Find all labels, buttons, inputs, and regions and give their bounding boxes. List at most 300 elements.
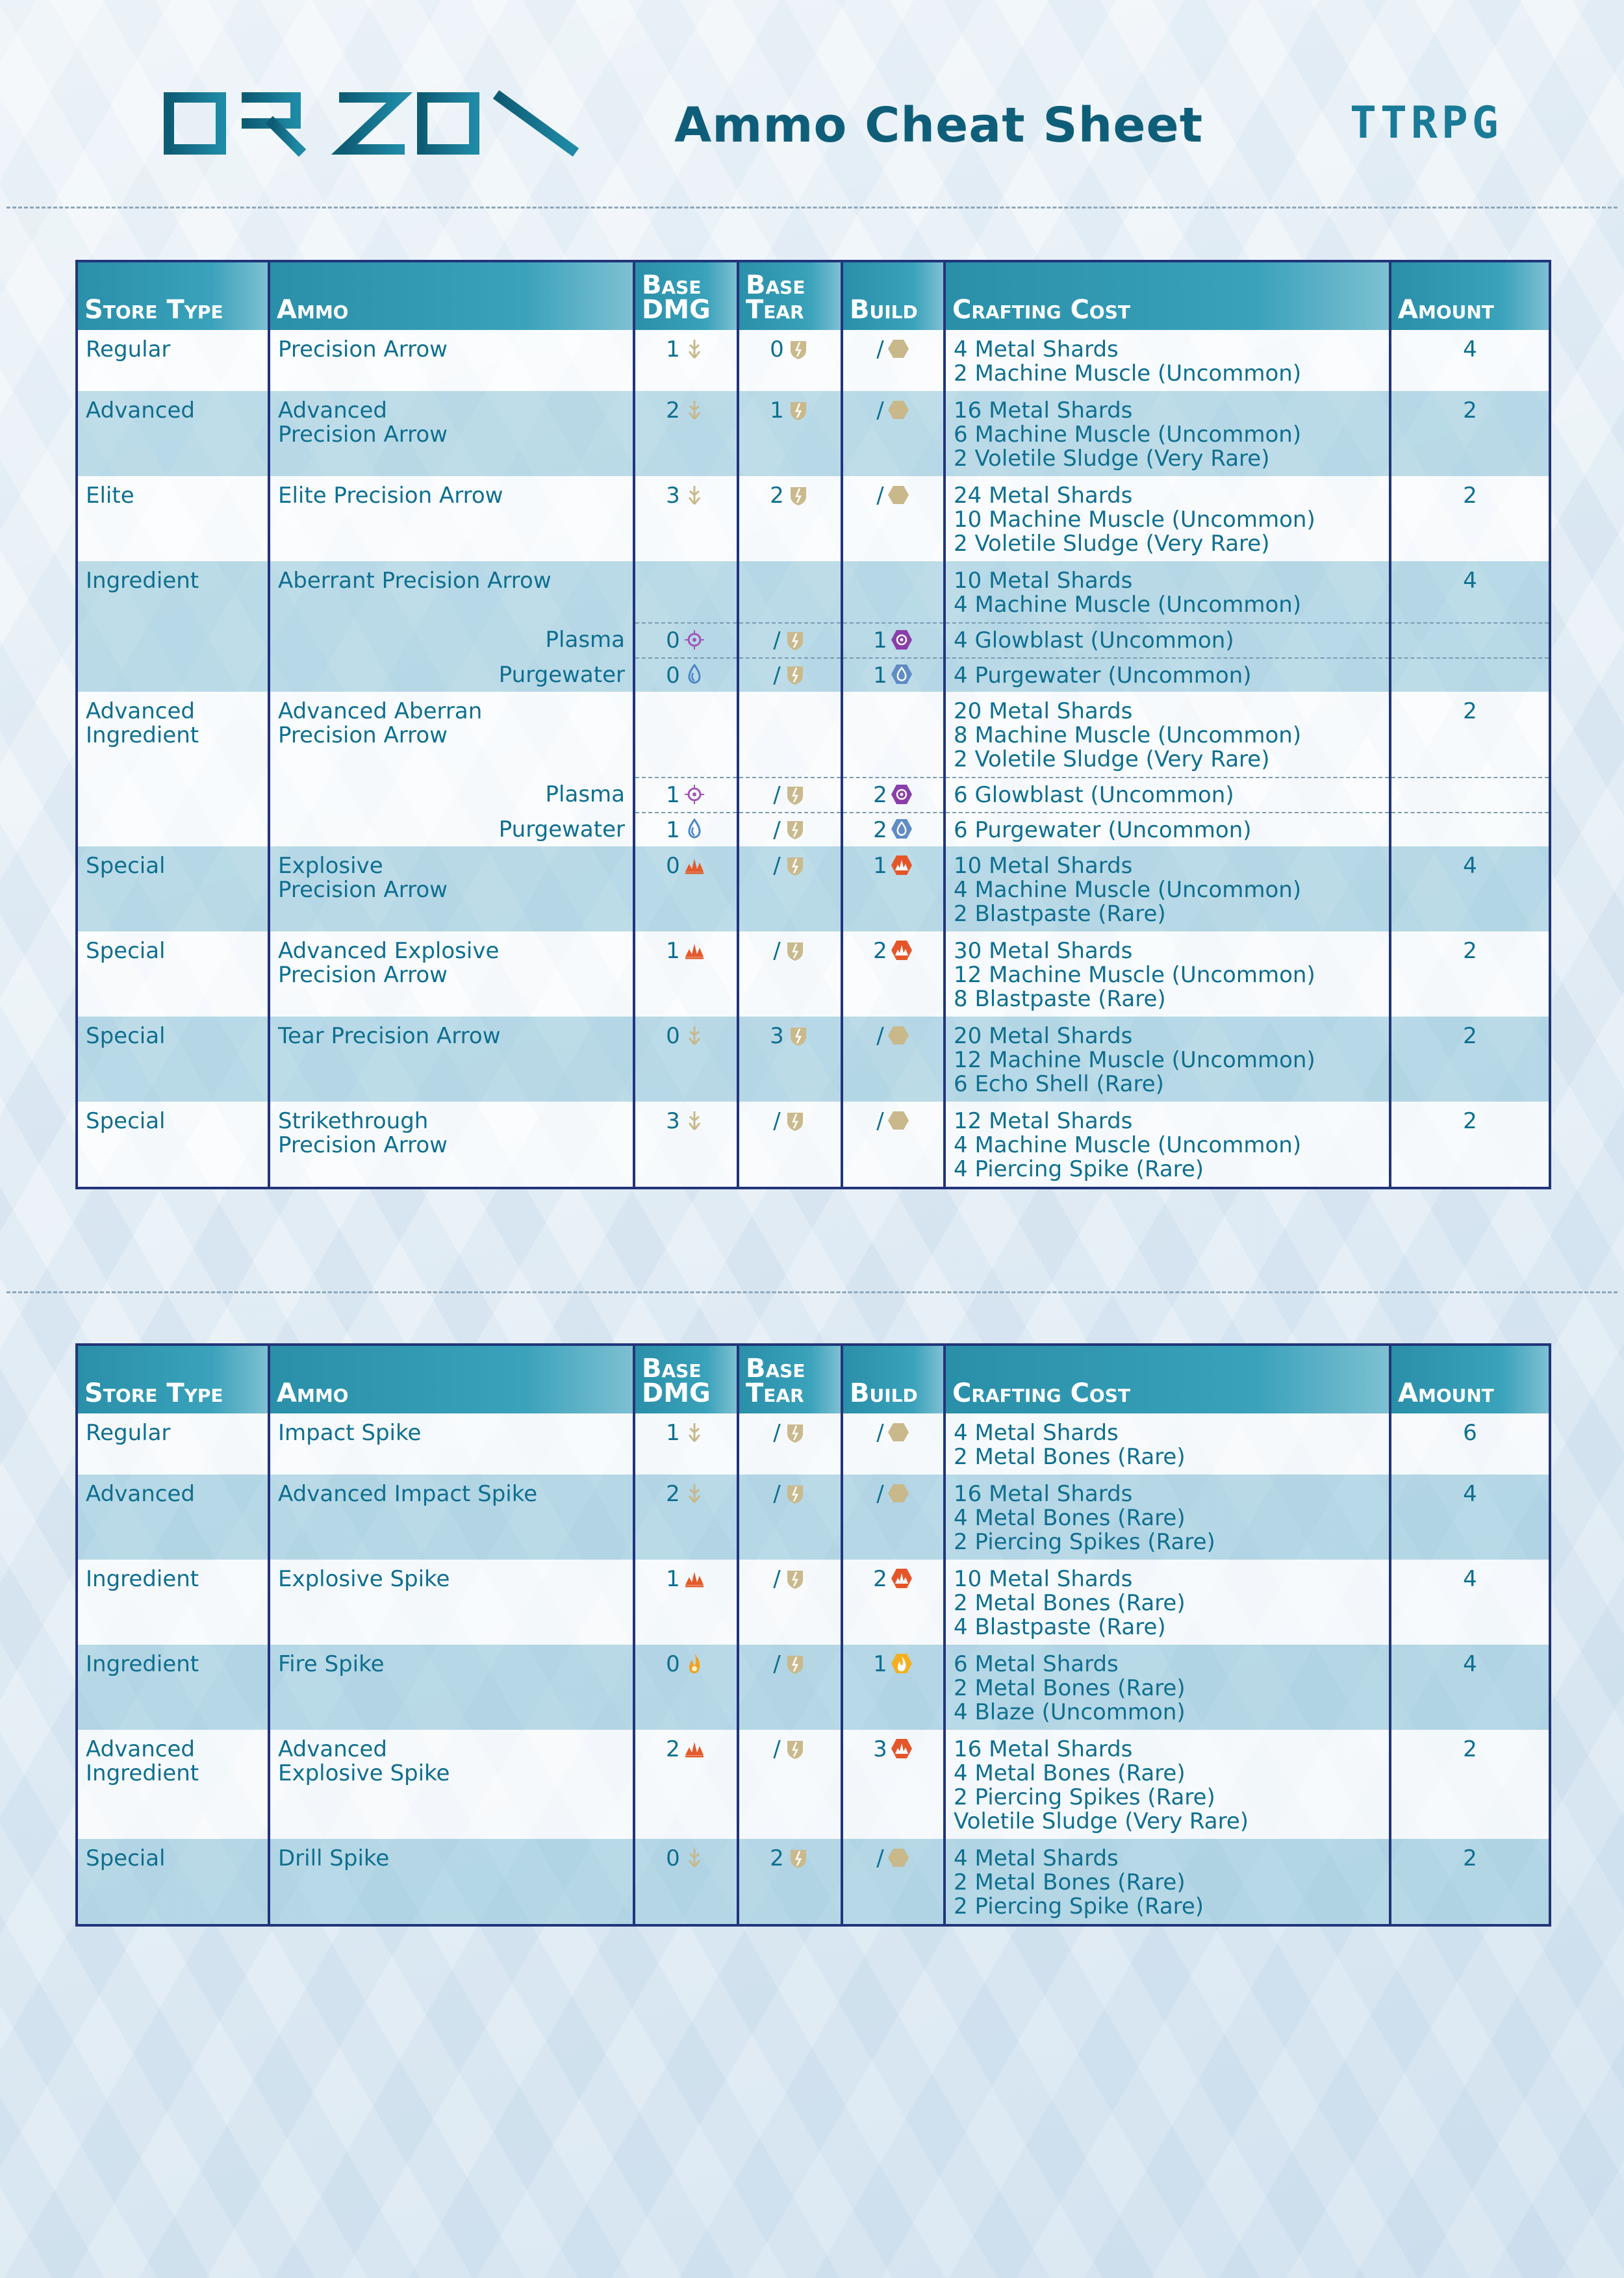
base-tear-cell (738, 1645, 842, 1730)
store-type-cell (77, 1560, 269, 1645)
base-dmg-value: 1 (666, 782, 680, 808)
base-dmg-value: 0 (666, 853, 680, 879)
ammo-name-cell (269, 1474, 634, 1560)
base-dmg-value: 2 (666, 1481, 680, 1507)
base-dmg-cell (634, 1730, 738, 1839)
build-icon (887, 483, 910, 507)
store-type: Advanced (86, 1481, 195, 1507)
crafting-cost-line: 24 Metal Shards (954, 483, 1133, 509)
ammo-name-cell (269, 846, 634, 931)
table-row (77, 561, 1550, 623)
amount-cell (1390, 1413, 1550, 1474)
build-icon (887, 1109, 910, 1132)
base-tear-value: / (773, 938, 781, 964)
ammo-name-cell (269, 1102, 634, 1188)
crafting-cost-line: 6 Metal Shards (954, 1651, 1119, 1677)
table-row (77, 692, 1550, 778)
build-cell (842, 1017, 945, 1102)
base-dmg-value: 0 (666, 1845, 680, 1871)
col-base-tear: Base Tear (738, 1345, 842, 1413)
spikes-table (75, 1343, 1551, 1927)
horizon-logo (78, 52, 598, 197)
tear-icon (787, 483, 810, 507)
build-value: 3 (873, 1736, 887, 1762)
crafting-cost-line: 4 Metal Shards (954, 336, 1119, 362)
table-row (77, 391, 1550, 476)
ammo-name-cell (269, 1017, 634, 1102)
crafting-cost-line: 12 Machine Muscle (Uncommon) (954, 1047, 1315, 1073)
crafting-cost-line: 2 Blastpaste (Rare) (954, 901, 1166, 927)
crafting-cost-cell (945, 931, 1390, 1017)
crafting-cost-line: 20 Metal Shards (954, 698, 1133, 724)
tear-icon (787, 1024, 810, 1047)
crafting-cost-line: 10 Metal Shards (954, 568, 1133, 594)
table-header-row (77, 261, 1550, 330)
table-row (77, 1017, 1550, 1102)
ammo-name: Advanced Explosive (278, 938, 500, 964)
col-amount: Amount (1390, 261, 1550, 330)
table-row (77, 1474, 1550, 1560)
crafting-cost-line: 2 Metal Bones (Rare) (954, 1444, 1186, 1470)
table-subrow (77, 813, 1550, 847)
base-tear-value: 3 (770, 1023, 784, 1049)
crafting-cost-line: 20 Metal Shards (954, 1023, 1133, 1049)
base-dmg-cell (634, 1102, 738, 1188)
base-dmg-cell (634, 1413, 738, 1474)
arrow-damage-icon (683, 398, 706, 422)
store-type-cell (77, 476, 269, 561)
ammo-name-line: Precision Arrow (278, 722, 448, 748)
base-dmg-cell (634, 1645, 738, 1730)
store-type: Elite (86, 483, 134, 509)
plasma-build-icon (890, 628, 913, 652)
base-dmg-cell (634, 846, 738, 931)
logo-text: HORIZON (78, 52, 81, 53)
ammo-name-cell (269, 1560, 634, 1645)
ammo-name-cell (269, 692, 634, 778)
base-tear-value: / (773, 1736, 781, 1762)
plasma-build-icon (890, 783, 913, 806)
base-tear-value: / (773, 816, 781, 843)
ammo-name-cell (269, 476, 634, 561)
base-tear-cell (738, 1102, 842, 1188)
tear-icon (783, 1567, 807, 1590)
explosive-build-icon (890, 939, 913, 962)
base-tear-value: / (773, 1108, 781, 1134)
amount-cell (1390, 330, 1550, 391)
amount-value: 4 (1463, 336, 1477, 362)
variant-label: Purgewater (498, 661, 625, 688)
build-cell (842, 1413, 945, 1474)
build-cell (842, 846, 945, 931)
base-tear-cell (738, 1839, 842, 1925)
store-type-cell (77, 846, 269, 931)
ammo-name: Advanced Aberran (278, 698, 483, 724)
store-type: Special (86, 1845, 166, 1871)
base-dmg-cell (634, 1560, 738, 1645)
arrow-damage-icon (683, 1024, 706, 1047)
base-tear-value: / (773, 627, 781, 653)
base-tear-cell (738, 1413, 842, 1474)
base-dmg-value: 1 (666, 1420, 680, 1446)
store-type: Advanced (86, 1736, 195, 1762)
ammo-name: Explosive (278, 853, 383, 879)
amount-cell (1390, 1102, 1550, 1188)
build-value: / (876, 1108, 884, 1134)
amount-value: 4 (1463, 1566, 1477, 1592)
base-dmg-value: 1 (666, 336, 680, 362)
explosive-build-icon (890, 854, 913, 877)
crafting-cost-line: Voletile Sludge (Very Rare) (954, 1808, 1249, 1834)
base-tear-cell (738, 846, 842, 931)
build-value: / (876, 1481, 884, 1507)
crafting-cost-line: 6 Machine Muscle (Uncommon) (954, 422, 1302, 448)
crafting-cost-line: 4 Blastpaste (Rare) (954, 1614, 1166, 1640)
amount-cell (1390, 623, 1550, 658)
ammo-name-cell (269, 330, 634, 391)
crafting-cost-cell (945, 692, 1390, 778)
build-icon (887, 398, 910, 422)
tear-icon (787, 398, 810, 422)
ammo-name: Fire Spike (278, 1651, 385, 1677)
crafting-cost-line: 12 Metal Shards (954, 1108, 1133, 1134)
arrow-damage-icon (683, 483, 706, 507)
purgewater-icon (683, 663, 706, 686)
base-tear-cell (738, 391, 842, 476)
base-tear-value: / (773, 1651, 781, 1677)
col-base-tear: Base Tear (738, 261, 842, 330)
crafting-cost-line: 10 Machine Muscle (Uncommon) (954, 507, 1315, 533)
purgewater-icon (683, 817, 706, 841)
ammo-name: Tear Precision Arrow (278, 1023, 501, 1049)
amount-cell (1390, 1645, 1550, 1730)
explosive-build-icon (890, 1567, 913, 1590)
build-value: 1 (873, 662, 887, 689)
build-cell (842, 1102, 945, 1188)
base-tear-cell (738, 1017, 842, 1102)
base-tear-cell (738, 330, 842, 391)
base-dmg-cell (634, 1017, 738, 1102)
base-dmg-cell (634, 658, 738, 692)
ammo-name-line: Precision Arrow (278, 877, 448, 903)
build-icon (887, 337, 910, 361)
arrow-damage-icon (683, 1109, 706, 1132)
crafting-cost-line: 4 Machine Muscle (Uncommon) (954, 877, 1302, 903)
tear-icon (787, 1846, 810, 1869)
store-type-cell (77, 1102, 269, 1188)
build-value: 1 (873, 627, 887, 653)
base-dmg-value: 0 (666, 662, 680, 689)
crafting-cost-line: 6 Purgewater (Uncommon) (954, 816, 1252, 843)
explosive-build-icon (890, 1737, 913, 1760)
tear-icon (783, 1652, 807, 1675)
ammo-name: Advanced (278, 398, 387, 424)
build-cell (842, 1839, 945, 1925)
amount-cell (1390, 1560, 1550, 1645)
amount-value: 4 (1463, 1651, 1477, 1677)
ammo-name-cell (269, 1839, 634, 1925)
tear-icon (783, 1737, 807, 1760)
base-tear-value: / (773, 1420, 781, 1446)
col-ammo: Ammo (269, 261, 634, 330)
store-type-cell (77, 931, 269, 1017)
crafting-cost-line: 12 Machine Muscle (Uncommon) (954, 962, 1315, 988)
purgewater-build-icon (890, 817, 913, 841)
tear-icon (783, 817, 807, 841)
store-type: Ingredient (86, 568, 199, 594)
ttrpg-badge: TTRPG (1350, 97, 1503, 149)
table-subrow (77, 658, 1550, 692)
col-ammo: Ammo (269, 1345, 634, 1413)
divider-middle (6, 1291, 1618, 1293)
ammo-name-cell (269, 391, 634, 476)
table-row (77, 1560, 1550, 1645)
arrow-damage-icon (683, 1482, 706, 1505)
table-row (77, 931, 1550, 1017)
tear-icon (783, 1109, 807, 1132)
page-title: Ammo Cheat Sheet (674, 97, 1204, 153)
plasma-icon (683, 783, 706, 806)
build-value: / (876, 483, 884, 509)
crafting-cost-line: 4 Machine Muscle (Uncommon) (954, 592, 1302, 618)
base-dmg-cell (634, 692, 738, 778)
col-crafting-cost: Crafting Cost (945, 1345, 1390, 1413)
ammo-name: Explosive Spike (278, 1566, 450, 1592)
base-tear-cell (738, 778, 842, 813)
amount-value: 2 (1463, 483, 1477, 509)
col-store-type: Store Type (77, 1345, 269, 1413)
build-cell (842, 658, 945, 692)
base-dmg-cell (634, 330, 738, 391)
base-dmg-value: 2 (666, 398, 680, 424)
explosive-icon (683, 1737, 706, 1760)
store-type-cell (77, 1017, 269, 1102)
amount-value: 2 (1463, 698, 1477, 724)
store-type: Advanced (86, 698, 195, 724)
crafting-cost-line: 2 Piercing Spikes (Rare) (954, 1784, 1215, 1810)
build-cell (842, 330, 945, 391)
base-tear-value: 2 (770, 483, 784, 509)
crafting-cost-line: 4 Blaze (Uncommon) (954, 1699, 1186, 1725)
crafting-cost-cell (945, 658, 1390, 692)
crafting-cost-line: 8 Machine Muscle (Uncommon) (954, 722, 1302, 748)
build-cell (842, 476, 945, 561)
amount-value: 4 (1463, 568, 1477, 594)
crafting-cost-line: 2 Voletile Sludge (Very Rare) (954, 446, 1270, 472)
amount-value: 4 (1463, 853, 1477, 879)
ammo-name-cell (269, 1730, 634, 1839)
base-dmg-value: 0 (666, 627, 680, 653)
build-value: 2 (873, 782, 887, 808)
ammo-name-cell (269, 1645, 634, 1730)
store-type-cell (77, 692, 269, 778)
amount-cell (1390, 391, 1550, 476)
crafting-cost-line: 30 Metal Shards (954, 938, 1133, 964)
base-tear-cell (738, 476, 842, 561)
ammo-name-line: Precision Arrow (278, 962, 448, 988)
ammo-name: Impact Spike (278, 1420, 422, 1446)
crafting-cost-cell (945, 813, 1390, 847)
crafting-cost-cell (945, 1645, 1390, 1730)
col-base-dmg: Base DMG (634, 1345, 738, 1413)
col-base-dmg: Base DMG (634, 261, 738, 330)
page-header (0, 0, 1624, 201)
base-dmg-value: 3 (666, 1108, 680, 1134)
build-cell (842, 1730, 945, 1839)
arrow-damage-icon (683, 1421, 706, 1444)
build-value: 1 (873, 853, 887, 879)
crafting-cost-line: 4 Purgewater (Uncommon) (954, 662, 1252, 689)
store-type: Special (86, 1023, 166, 1049)
build-value: / (876, 1845, 884, 1871)
arrow-damage-icon (683, 1846, 706, 1869)
col-build: Build (842, 1345, 945, 1413)
build-value: / (876, 1420, 884, 1446)
build-cell (842, 692, 945, 778)
crafting-cost-line: 2 Voletile Sludge (Very Rare) (954, 746, 1270, 772)
crafting-cost-line: 6 Glowblast (Uncommon) (954, 782, 1234, 808)
tear-icon (783, 628, 807, 652)
build-icon (887, 1421, 910, 1444)
crafting-cost-cell (945, 623, 1390, 658)
explosive-icon (683, 939, 706, 962)
table-row (77, 1730, 1550, 1839)
base-dmg-cell (634, 1474, 738, 1560)
crafting-cost-cell (945, 1474, 1390, 1560)
crafting-cost-cell (945, 1560, 1390, 1645)
ammo-name-cell (269, 561, 634, 623)
crafting-cost-line: 2 Voletile Sludge (Very Rare) (954, 531, 1270, 557)
crafting-cost-line: 10 Metal Shards (954, 1566, 1133, 1592)
base-dmg-value: 3 (666, 483, 680, 509)
ammo-name: Precision Arrow (278, 336, 448, 362)
explosive-icon (683, 1567, 706, 1590)
crafting-cost-line: 2 Metal Bones (Rare) (954, 1869, 1186, 1895)
tear-icon (783, 1482, 807, 1505)
base-tear-value: 2 (770, 1845, 784, 1871)
ammo-name: Strikethrough (278, 1108, 429, 1134)
base-dmg-value: 1 (666, 816, 680, 843)
ammo-name: Elite Precision Arrow (278, 483, 503, 509)
base-dmg-value: 0 (666, 1651, 680, 1677)
tear-icon (783, 1421, 807, 1444)
ammo-name-line: Precision Arrow (278, 1132, 448, 1158)
store-type: Special (86, 938, 166, 964)
base-dmg-value: 0 (666, 1023, 680, 1049)
variant-label-cell (269, 778, 634, 813)
base-dmg-cell (634, 476, 738, 561)
store-type: Regular (86, 336, 171, 362)
base-tear-cell (738, 1560, 842, 1645)
base-dmg-value: 1 (666, 1566, 680, 1592)
crafting-cost-line: 4 Metal Bones (Rare) (954, 1505, 1186, 1531)
base-tear-value: / (773, 662, 781, 689)
crafting-cost-cell (945, 846, 1390, 931)
amount-value: 6 (1463, 1420, 1477, 1446)
crafting-cost-line: 6 Echo Shell (Rare) (954, 1071, 1164, 1097)
base-tear-cell (738, 1474, 842, 1560)
table-row (77, 846, 1550, 931)
store-type: Regular (86, 1420, 171, 1446)
variant-label-cell (269, 813, 634, 847)
crafting-cost-line: 2 Piercing Spikes (Rare) (954, 1529, 1215, 1555)
store-type-cell (77, 1839, 269, 1925)
crafting-cost-cell (945, 330, 1390, 391)
crafting-cost-line: 16 Metal Shards (954, 1736, 1133, 1762)
tear-icon (787, 337, 810, 361)
build-value: / (876, 1023, 884, 1049)
build-cell (842, 931, 945, 1017)
crafting-cost-cell (945, 476, 1390, 561)
build-cell (842, 1474, 945, 1560)
ammo-name: Advanced Impact Spike (278, 1481, 538, 1507)
divider-top (6, 207, 1618, 209)
crafting-cost-line: 2 Metal Bones (Rare) (954, 1675, 1186, 1701)
build-value: 1 (873, 1651, 887, 1677)
store-type-cell (77, 391, 269, 476)
build-value: 2 (873, 816, 887, 843)
base-dmg-value: 2 (666, 1736, 680, 1762)
crafting-cost-line: 8 Blastpaste (Rare) (954, 986, 1166, 1012)
base-tear-value: / (773, 782, 781, 808)
store-type: Ingredient (86, 1651, 199, 1677)
store-type-line: Ingredient (86, 722, 199, 748)
store-type-cell (77, 658, 269, 692)
store-type: Special (86, 1108, 166, 1134)
amount-cell (1390, 931, 1550, 1017)
crafting-cost-line: 16 Metal Shards (954, 398, 1133, 424)
col-amount: Amount (1390, 1345, 1550, 1413)
base-tear-cell (738, 658, 842, 692)
amount-cell (1390, 1474, 1550, 1560)
variant-label: Plasma (545, 627, 625, 653)
ammo-name-line: Precision Arrow (278, 422, 448, 448)
table-row (77, 1839, 1550, 1925)
col-crafting-cost: Crafting Cost (945, 261, 1390, 330)
store-type-cell (77, 623, 269, 658)
arrow-damage-icon (683, 337, 706, 361)
col-store-type: Store Type (77, 261, 269, 330)
table-row (77, 476, 1550, 561)
crafting-cost-cell (945, 1017, 1390, 1102)
amount-value: 2 (1463, 1023, 1477, 1049)
amount-cell (1390, 561, 1550, 623)
store-type-cell (77, 561, 269, 623)
table-subrow (77, 623, 1550, 658)
crafting-cost-cell (945, 1413, 1390, 1474)
base-tear-cell (738, 931, 842, 1017)
base-tear-value: / (773, 1566, 781, 1592)
amount-cell (1390, 813, 1550, 847)
crafting-cost-cell (945, 1730, 1390, 1839)
build-value: 2 (873, 938, 887, 964)
base-dmg-cell (634, 778, 738, 813)
store-type: Ingredient (86, 1566, 199, 1592)
table-row (77, 330, 1550, 391)
purgewater-build-icon (890, 663, 913, 686)
variant-label: Plasma (545, 781, 625, 807)
amount-value: 2 (1463, 1845, 1477, 1871)
variant-label-cell (269, 658, 634, 692)
crafting-cost-line: 2 Piercing Spike (Rare) (954, 1893, 1204, 1919)
crafting-cost-line: 10 Metal Shards (954, 853, 1133, 879)
crafting-cost-cell (945, 1839, 1390, 1925)
build-icon (887, 1024, 910, 1047)
variant-label: Purgewater (498, 816, 625, 842)
base-dmg-cell (634, 931, 738, 1017)
base-tear-value: 0 (770, 336, 784, 362)
base-dmg-cell (634, 813, 738, 847)
